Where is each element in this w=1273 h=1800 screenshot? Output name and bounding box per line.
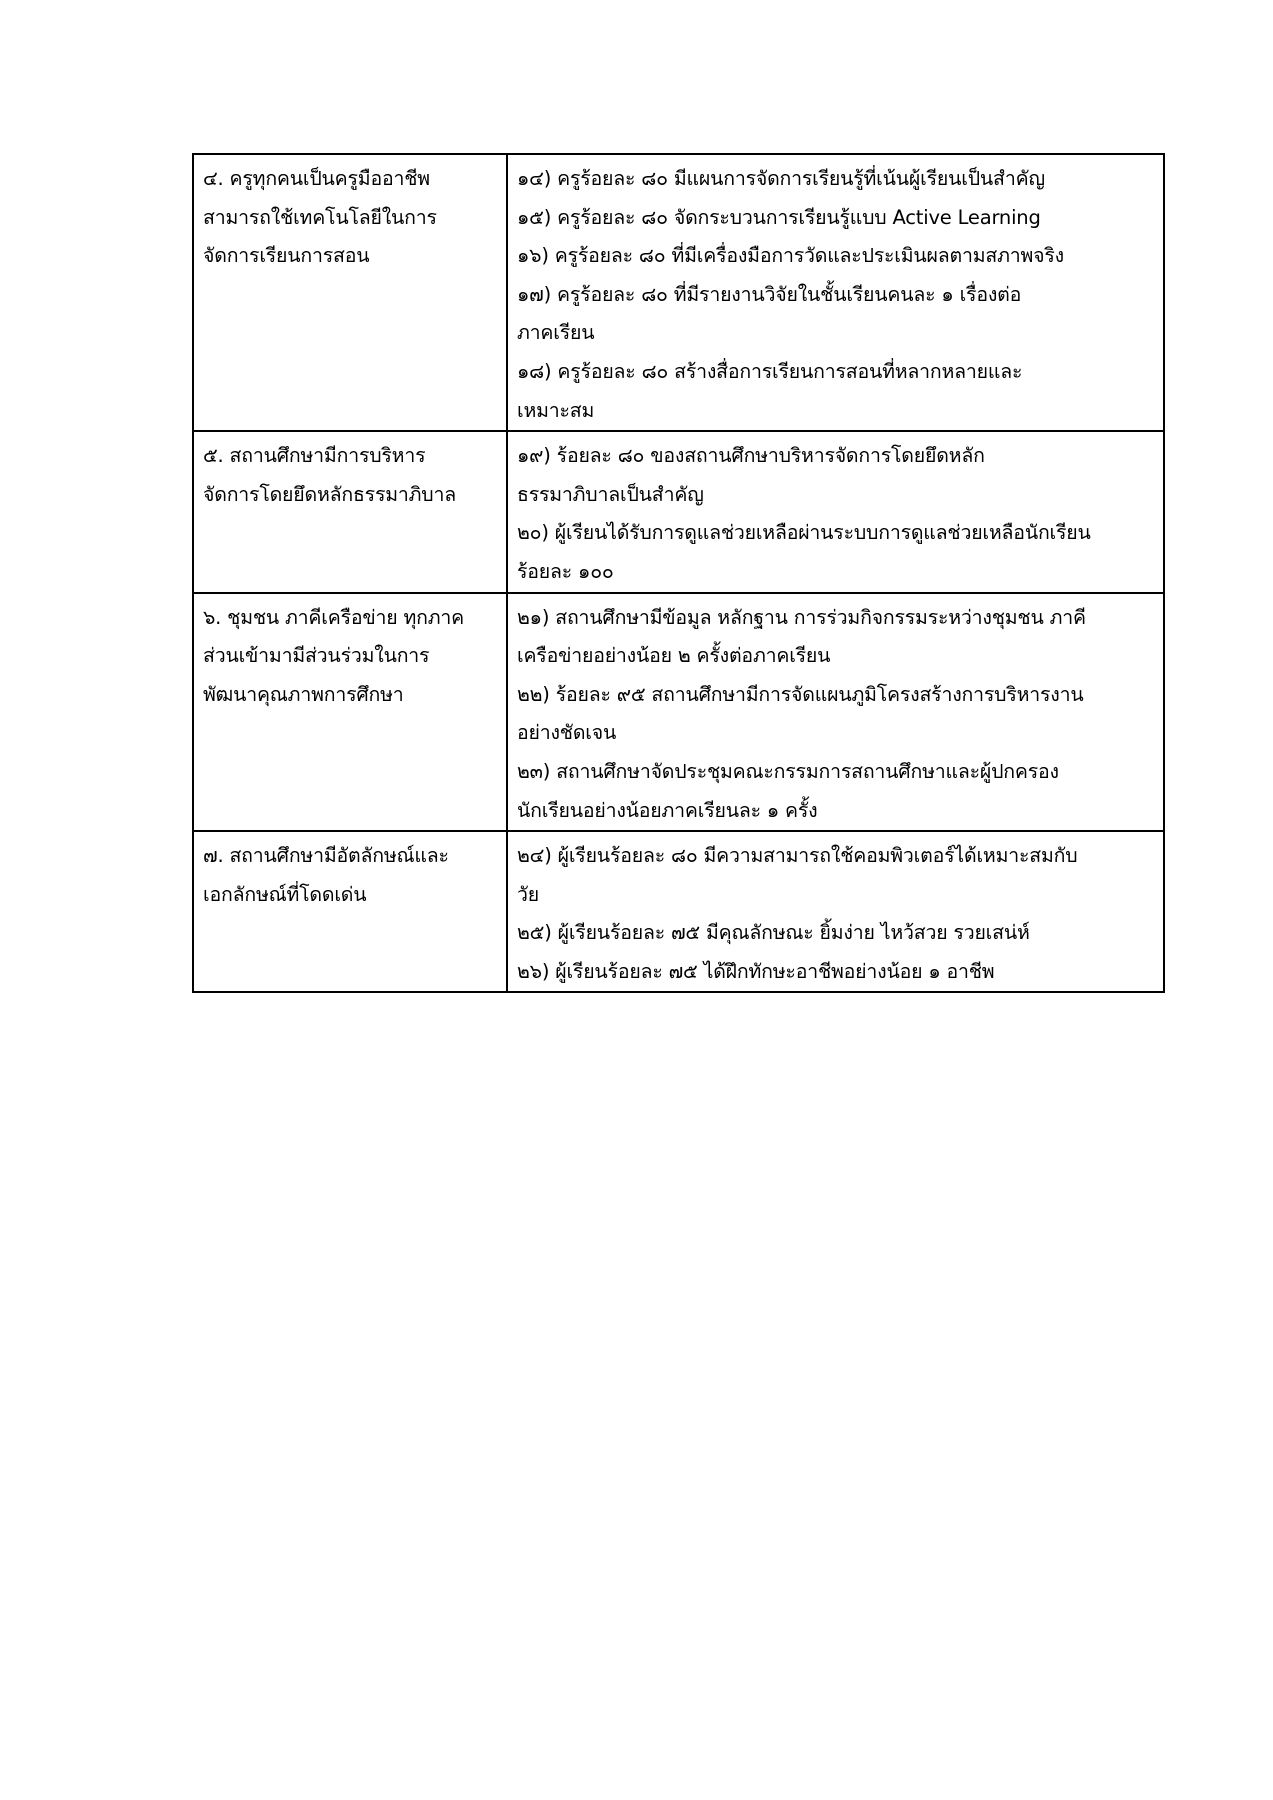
goal-text: ๕. สถานศึกษามีการบริหาร — [203, 444, 426, 468]
goal-text: จัดการเรียนการสอน — [203, 244, 370, 268]
indicator-text: ๒๐) ผู้เรียนได้รับการดูแลช่วยเหลือผ่านระบบการดูแลช่วยเหลือนักเรียน — [517, 521, 1091, 545]
table-row — [193, 154, 1164, 431]
table-row — [193, 593, 1164, 832]
indicator-text: นักเรียนอย่างน้อยภาคเรียนละ ๑ ครั้ง — [517, 798, 818, 822]
indicator-text: ๑๗) ครูร้อยละ ๘๐ ที่มีรายงานวิจัยในชั้นเรียนคนละ ๑ เรื่องต่อ — [517, 282, 1022, 306]
indicator-text: ภาคเรียน — [517, 321, 595, 345]
indicator-text: เหมาะสม — [517, 398, 595, 422]
indicator-text: ๑๔) ครูร้อยละ ๘๐ มีแผนการจัดการเรียนรู้ที่เน้นผู้เรียนเป็นสำคัญ — [517, 167, 1045, 190]
indicator-text: ๑๖) ครูร้อยละ ๘๐ ที่มีเครื่องมือการวัดและประเมินผลตามสภาพจริง — [517, 244, 1064, 268]
indicator-text: ๒๖) ผู้เรียนร้อยละ ๗๕ ได้ฝึกทักษะอาชีพอย่างน้อย ๑ อาชีพ — [517, 959, 995, 983]
goal-cell — [193, 154, 507, 431]
goal-text: ส่วนเข้ามามีส่วนร่วมในการ — [203, 644, 430, 668]
indicator-text: ๑๘) ครูร้อยละ ๘๐ สร้างสื่อการเรียนการสอนที่หลากหลายและ — [517, 359, 1023, 383]
goal-text: ๔. ครูทุกคนเป็นครูมืออาชีพ — [203, 167, 430, 190]
goal-text: จัดการโดยยึดหลักธรรมาภิบาล — [203, 482, 456, 506]
table-row — [193, 831, 1164, 992]
indicator-text: ร้อยละ ๑๐๐ — [517, 559, 614, 583]
indicator-text: ธรรมาภิบาลเป็นสำคัญ — [517, 482, 704, 506]
goal-text: พัฒนาคุณภาพการศึกษา — [203, 682, 404, 706]
indicators-cell — [507, 154, 1164, 431]
indicator-text: เครือข่ายอย่างน้อย ๒ ครั้งต่อภาคเรียน — [517, 644, 831, 668]
goal-text: ๖. ชุมชน ภาคีเครือข่าย ทุกภาค — [203, 605, 464, 629]
indicator-text: อย่างชัดเจน — [517, 721, 617, 745]
indicator-text: ๒๑) สถานศึกษามีข้อมูล หลักฐาน การร่วมกิจกรรมระหว่างชุมชน ภาคี — [517, 605, 1086, 629]
goal-text: สามารถใช้เทคโนโลยีในการ — [203, 205, 437, 229]
indicator-text: ๒๔) ผู้เรียนร้อยละ ๘๐ มีความสามารถใช้คอมพิวเตอร์ได้เหมาะสมกับ — [517, 844, 1078, 868]
indicator-text: ๑๕) ครูร้อยละ ๘๐ จัดกระบวนการเรียนรู้แบบ Active Learning — [517, 205, 1041, 229]
goals-indicators-table — [192, 153, 1165, 993]
indicator-text: ๒๕) ผู้เรียนร้อยละ ๗๕ มีคุณลักษณะ ยิ้มง่าย ไหว้สวย รวยเสน่ห์ — [517, 921, 1030, 945]
goal-cell — [193, 431, 507, 592]
indicators-cell — [507, 593, 1164, 832]
indicator-text: วัย — [517, 882, 539, 906]
goal-cell — [193, 831, 507, 992]
indicator-text: ๒๒) ร้อยละ ๙๕ สถานศึกษามีการจัดแผนภูมิโครงสร้างการบริหารงาน — [517, 682, 1084, 706]
indicator-text: ๑๙) ร้อยละ ๘๐ ของสถานศึกษาบริหารจัดการโดยยึดหลัก — [517, 444, 985, 468]
goal-text: ๗. สถานศึกษามีอัตลักษณ์และ — [203, 844, 449, 868]
goal-cell — [193, 593, 507, 832]
indicators-cell — [507, 431, 1164, 592]
indicators-cell — [507, 831, 1164, 992]
goal-text: เอกลักษณ์ที่โดดเด่น — [203, 882, 367, 906]
indicator-text: ๒๓) สถานศึกษาจัดประชุมคณะกรรมการสถานศึกษาและผู้ปกครอง — [517, 759, 1059, 783]
table-row — [193, 431, 1164, 592]
